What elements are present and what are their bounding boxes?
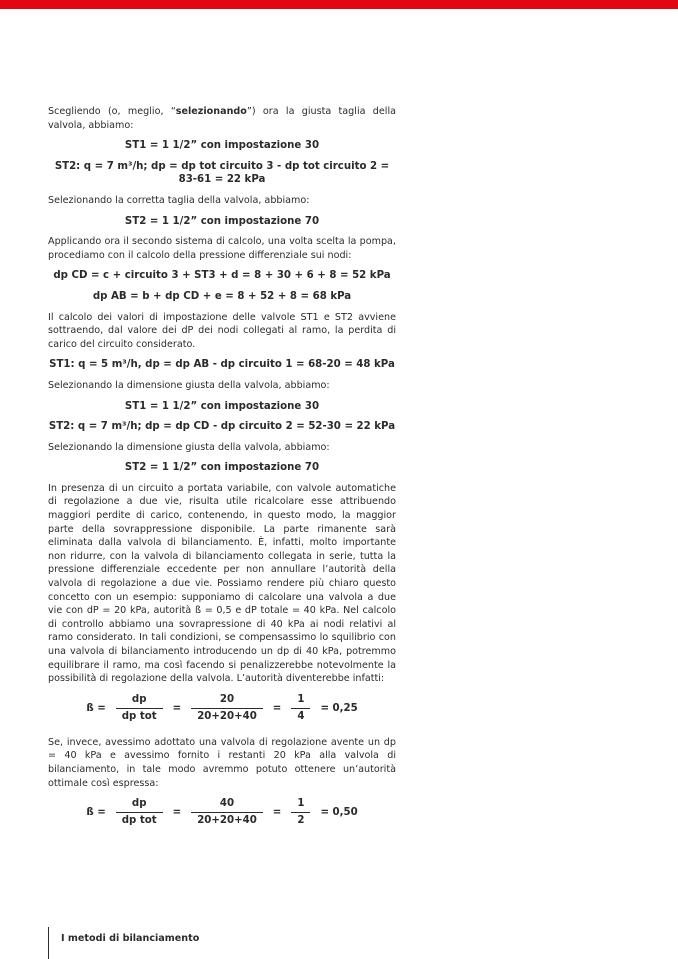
equation-dp-ab: dp AB = b + dp CD + e = 8 + 52 + 8 = 68 kPa	[92, 290, 352, 302]
paragraph-1-suffix: ”) ora la giusta taglia della valvola, abbiamo:	[48, 106, 396, 131]
equals-sign: =	[272, 807, 282, 819]
formula-result: = 0,50	[320, 807, 358, 819]
paragraph-1-prefix: Scegliendo (o, meglio, “	[48, 106, 176, 117]
equation-st1-30-b: ST1 = 1 1/2” con impostazione 30	[124, 400, 320, 412]
fraction-bar	[191, 812, 263, 813]
fraction-denominator: 20+20+40	[197, 815, 257, 827]
equation-st2-70: ST2 = 1 1/2” con impostazione 70	[124, 215, 320, 227]
paragraph-4: Il calcolo dei valori di impostazione delle valvole ST1 e ST2 avviene sottraendo, dal valore dei dP dei nodi collegati al ramo, la perdita di carico del circuito considerato.	[48, 311, 396, 350]
page-footer	[48, 927, 199, 959]
paragraph-7: In presenza di un circuito a portata variabile, con valvole automatiche di regolazione a due vie, risulta utile ricalcolare esse attribuendo maggiori perdite di carico, contenendo, in questo modo, la maggior parte della sovrappressione disponibile. La parte rimanente sarà eliminata dalla valvola di bilanciamento. È, infatti, molto importante non ridurre, con la valvola di bilanciamento collegata in serie, tutta la pressione differenziale eccedente per non annullare l’autorità della valvola di regolazione a due vie. Possiamo rendere più chiaro questo concetto con un esempio: supponiamo di calcolare una valvola a due vie con dP = 20 kPa, autorità ß = 0,5 e dP totale = 40 kPa. Nel calcolo di controllo abbiamo una sovrapressione di 40 kPa ai nodi relativi al ramo considerato. In tali condizioni, se compensassimo lo squilibrio con una valvola di bilanciamento introducendo un dp di 40 kPa, potremmo equilibrare il ramo, ma così facendo si penalizzerebbe notevolmente la possibilità di regolazione della valvola. L’autorità diventerebbe infatti:	[48, 482, 396, 685]
footer-title: I metodi di bilanciamento	[61, 933, 200, 944]
fraction-bar	[291, 812, 310, 813]
paragraph-3: Applicando ora il secondo sistema di calcolo, una volta scelta la pompa, procediamo con il calcolo della pressione differenziale sui nodi:	[48, 236, 396, 261]
paragraph-5: Selezionando la dimensione giusta della valvola, abbiamo:	[48, 379, 330, 391]
formula-lhs: ß =	[86, 702, 106, 714]
fraction-bar	[116, 812, 163, 813]
equation-st2-calc-line1: ST2: q = 7 m³/h; dp = dp tot circuito 3 - dp tot circuito 2 =	[54, 160, 390, 172]
paragraph-6: Selezionando la dimensione giusta della valvola, abbiamo:	[48, 441, 330, 453]
fraction-denominator: 20+20+40	[197, 710, 257, 722]
paragraph-2: Selezionando la corretta taglia della valvola, abbiamo:	[48, 194, 310, 206]
equation-st1-calc: ST1: q = 5 m³/h, dp = dp AB - dp circuito 1 = 68-20 = 48 kPa	[49, 359, 395, 371]
fraction-numerator: 40	[219, 798, 235, 810]
fraction-bar	[291, 708, 310, 709]
fraction-denominator: dp tot	[121, 815, 157, 827]
formula-result: = 0,25	[320, 702, 358, 714]
formula-lhs: ß =	[86, 807, 106, 819]
formula-authority-050	[48, 797, 396, 828]
document-body	[48, 105, 396, 840]
fraction-numerator: dp	[131, 693, 147, 705]
fraction-bar	[116, 708, 163, 709]
equation-st1-30: ST1 = 1 1/2” con impostazione 30	[124, 140, 320, 152]
equation-st2-calc-b: ST2: q = 7 m³/h; dp = dp CD - dp circuito 2 = 52-30 = 22 kPa	[48, 421, 396, 433]
equals-sign: =	[272, 702, 282, 714]
fraction-values	[191, 797, 263, 828]
equals-sign: =	[172, 807, 182, 819]
fraction-denominator: dp tot	[121, 710, 157, 722]
equation-st2-calc-line2: 83-61 = 22 kPa	[178, 174, 266, 186]
fraction-simplified	[291, 693, 310, 724]
formula-authority-025	[48, 693, 396, 724]
fraction-numerator: 1	[297, 798, 305, 810]
equation-dp-cd: dp CD = c + circuito 3 + ST3 + d = 8 + 30 + 6 + 8 = 52 kPa	[53, 270, 391, 282]
fraction-values	[191, 693, 263, 724]
fraction-numerator: dp	[131, 798, 147, 810]
fraction-denominator: 4	[297, 710, 305, 722]
fraction-bar	[191, 708, 263, 709]
fraction-denominator: 2	[297, 815, 305, 827]
paragraph-1	[48, 105, 396, 132]
fraction-simplified	[291, 797, 310, 828]
paragraph-1-bold: selezionando	[175, 106, 247, 117]
top-accent-bar	[0, 0, 678, 9]
fraction-dp-dptot	[116, 693, 163, 724]
equals-sign: =	[172, 702, 182, 714]
equation-st2-70-b: ST2 = 1 1/2” con impostazione 70	[124, 462, 320, 474]
fraction-numerator: 1	[297, 693, 305, 705]
paragraph-8: Se, invece, avessimo adottato una valvola di regolazione avente un dp = 40 kPa e avessimo fornito i restanti 20 kPa alla valvola di bilanciamento, in tale modo avremmo potuto ottenere un’autorità ottimale così espressa:	[48, 736, 396, 789]
fraction-dp-dptot	[116, 797, 163, 828]
equation-st2-calc	[48, 160, 396, 187]
fraction-numerator: 20	[219, 693, 235, 705]
